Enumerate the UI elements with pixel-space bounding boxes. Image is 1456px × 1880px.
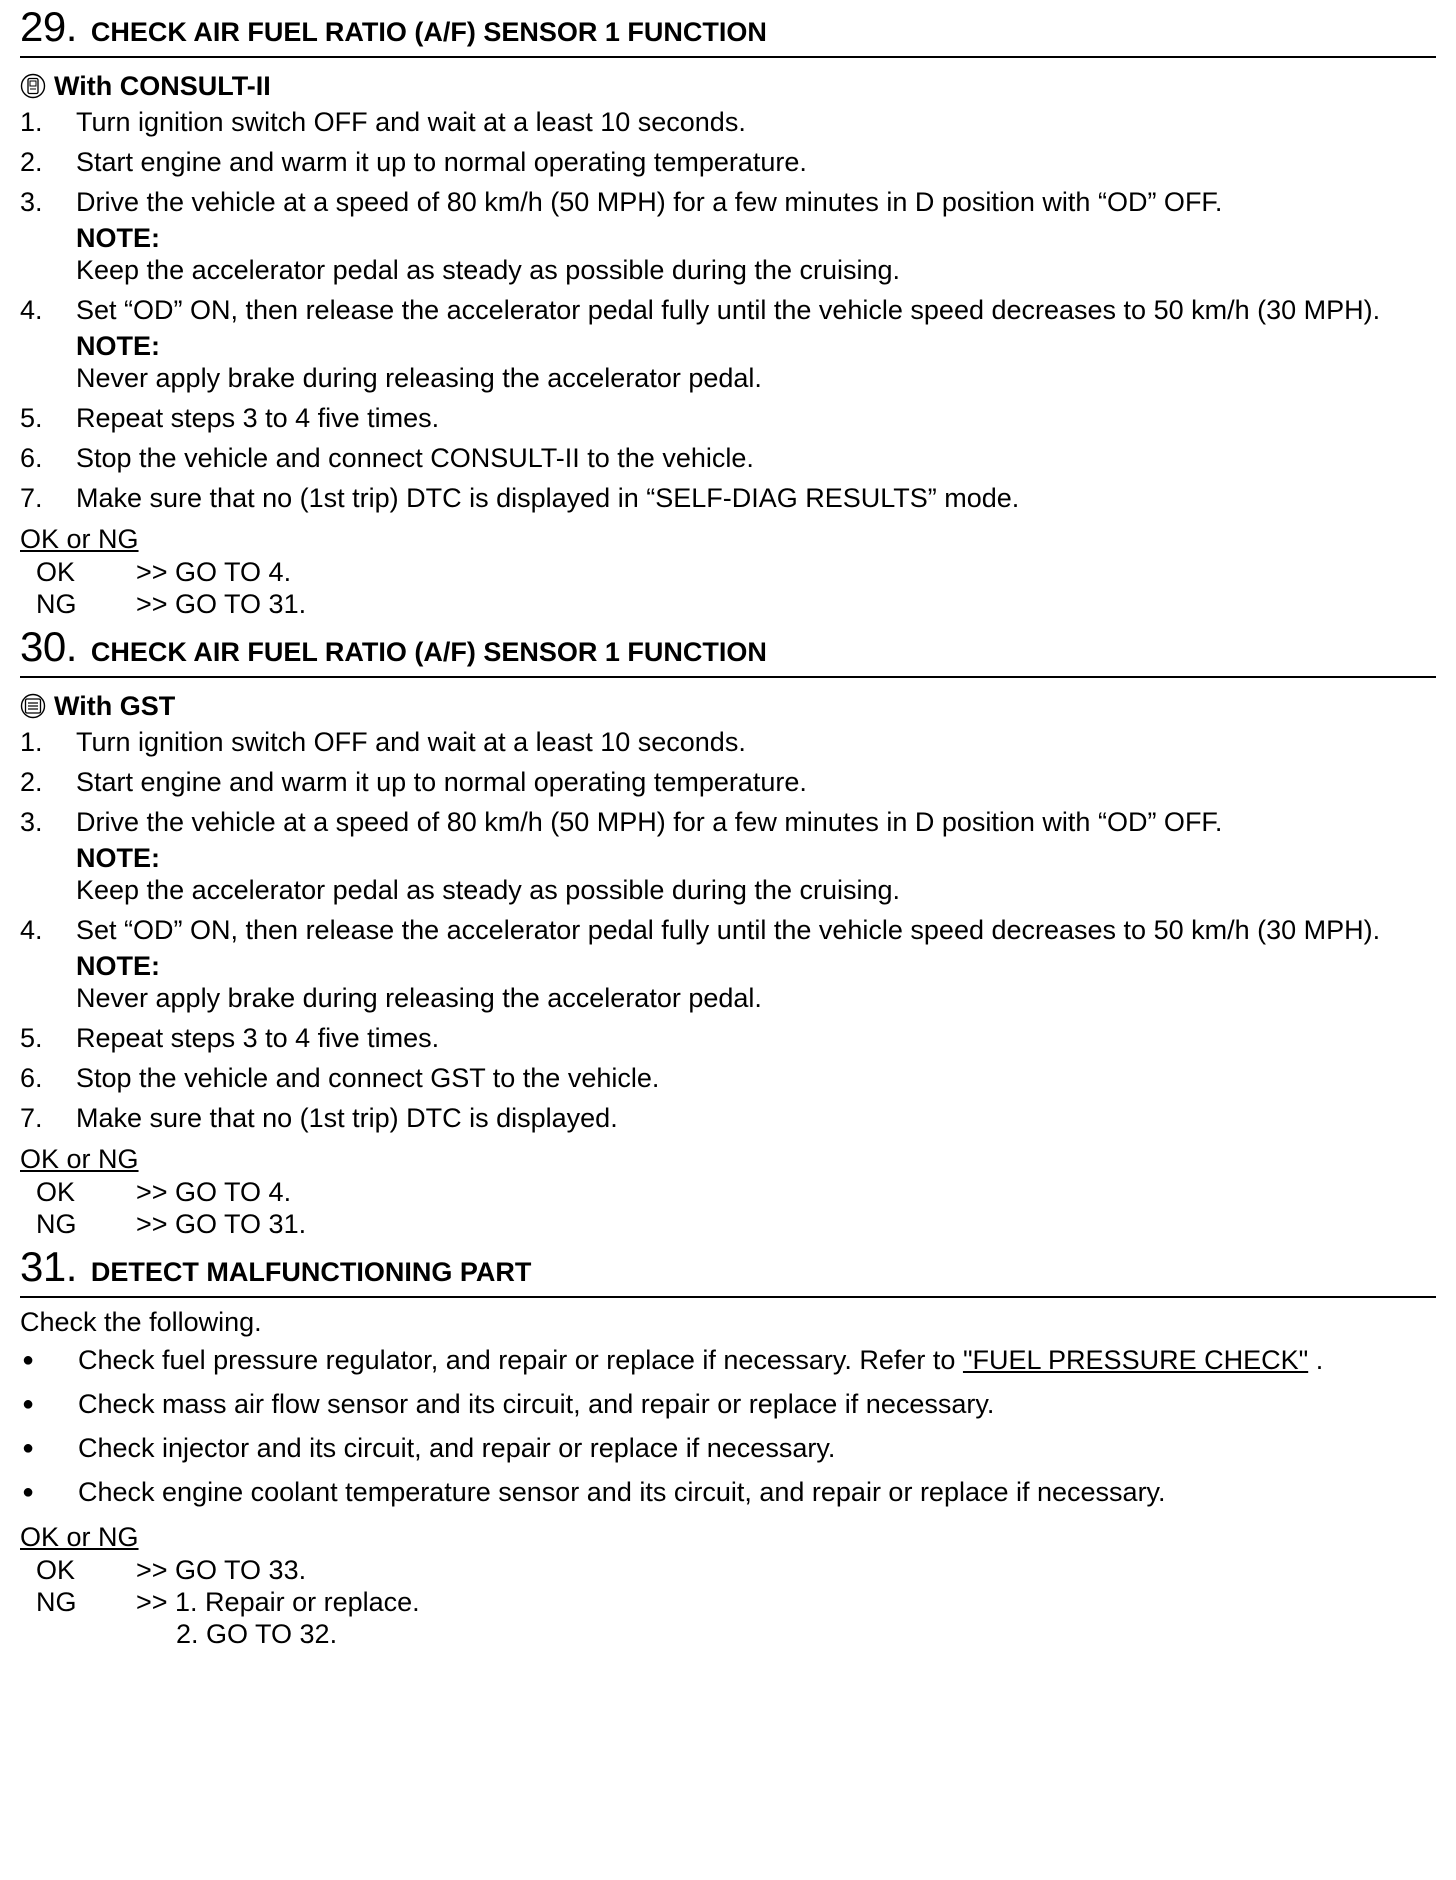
item-text: Set “OD” ON, then release the accelerator pedal fully until the vehicle speed decreases to 50 km/h (30 MPH).	[76, 915, 1381, 945]
item-body	[76, 806, 1436, 906]
item-number: 5.	[20, 1023, 43, 1053]
item-number: 6.	[20, 443, 43, 473]
list-item	[20, 442, 1436, 474]
list-item	[20, 106, 1436, 138]
note-label: NOTE:	[76, 843, 160, 873]
item-number: 1.	[20, 727, 43, 757]
result-ok	[20, 1554, 1436, 1586]
note-text: Never apply brake during releasing the accelerator pedal.	[76, 363, 762, 393]
step-30	[20, 620, 1436, 1240]
intro-text: Check the following.	[20, 1307, 262, 1337]
list-item	[20, 1388, 1436, 1420]
result-ng-sub	[20, 1618, 1436, 1650]
result-action: 2. GO TO 32.	[176, 1619, 338, 1649]
result-key: OK	[36, 1555, 76, 1585]
item-number: 6.	[20, 1063, 43, 1093]
bullet-icon: ●	[22, 1393, 35, 1415]
list-item	[20, 1476, 1436, 1508]
result-ok	[20, 1176, 1436, 1208]
step-29	[20, 0, 1436, 620]
step-header	[20, 620, 1436, 678]
item-text: Check engine coolant temperature sensor and its circuit, and repair or replace if necessary.	[78, 1477, 1166, 1507]
bullet-icon: ●	[22, 1481, 35, 1503]
item-number: 3.	[20, 807, 43, 837]
item-text: Check fuel pressure regulator, and repair or replace if necessary. Refer to	[78, 1345, 963, 1375]
item-number: 1.	[20, 107, 43, 137]
item-number: 4.	[20, 295, 43, 325]
item-tail: .	[1308, 1345, 1324, 1375]
note-label: NOTE:	[76, 223, 160, 253]
step-title: CHECK AIR FUEL RATIO (A/F) SENSOR 1 FUNCTION	[90, 637, 767, 667]
item-text: Start engine and warm it up to normal operating temperature.	[76, 767, 807, 797]
result-key: NG	[36, 1587, 77, 1617]
item-body	[78, 1344, 1436, 1376]
with-consult-heading	[20, 66, 1436, 106]
item-text: Stop the vehicle and connect CONSULT-II to the vehicle.	[76, 443, 754, 473]
list-item	[20, 402, 1436, 434]
result-key: NG	[36, 589, 77, 619]
result-ng	[20, 1586, 1436, 1618]
item-body	[76, 914, 1436, 1014]
list-item	[20, 914, 1436, 1014]
consult-tool-icon	[20, 73, 46, 99]
item-text: Repeat steps 3 to 4 five times.	[76, 403, 440, 433]
item-text: Make sure that no (1st trip) DTC is displayed.	[76, 1103, 618, 1133]
page	[20, 0, 1436, 1650]
item-text: Turn ignition switch OFF and wait at a least 10 seconds.	[76, 727, 746, 757]
result-action: >> GO TO 31.	[136, 1209, 307, 1239]
ok-or-ng-label: OK or NG	[20, 524, 139, 554]
ok-or-ng-label: OK or NG	[20, 1522, 139, 1552]
gst-tool-icon	[20, 693, 46, 719]
result-key: OK	[36, 1177, 76, 1207]
list-item	[20, 186, 1436, 286]
list-item	[20, 482, 1436, 514]
step-title: CHECK AIR FUEL RATIO (A/F) SENSOR 1 FUNCTION	[90, 17, 767, 47]
step-number: 31.	[20, 1243, 77, 1290]
item-body	[76, 186, 1436, 286]
bullet-icon: ●	[22, 1349, 35, 1371]
check-list	[20, 1344, 1436, 1508]
result-key: OK	[36, 557, 76, 587]
item-text: Set “OD” ON, then release the accelerator pedal fully until the vehicle speed decreases to 50 km/h (30 MPH).	[76, 295, 1381, 325]
item-number: 2.	[20, 147, 43, 177]
item-text: Stop the vehicle and connect GST to the vehicle.	[76, 1063, 660, 1093]
result-key: NG	[36, 1209, 77, 1239]
list-item	[20, 726, 1436, 758]
item-number: 2.	[20, 767, 43, 797]
item-body	[76, 294, 1436, 394]
item-number: 5.	[20, 403, 43, 433]
bullet-icon: ●	[22, 1437, 35, 1459]
result-action: >> GO TO 4.	[136, 1177, 292, 1207]
list-item	[20, 1344, 1436, 1376]
list-item	[20, 1062, 1436, 1094]
ok-or-ng-label: OK or NG	[20, 1144, 139, 1174]
item-text: Turn ignition switch OFF and wait at a least 10 seconds.	[76, 107, 746, 137]
item-text: Repeat steps 3 to 4 five times.	[76, 1023, 440, 1053]
result-action: >> GO TO 4.	[136, 557, 292, 587]
list-item	[20, 1432, 1436, 1464]
result-action: >> GO TO 31.	[136, 589, 307, 619]
item-text: Drive the vehicle at a speed of 80 km/h (50 MPH) for a few minutes in D position with “OD” OFF.	[76, 187, 1223, 217]
item-number: 3.	[20, 187, 43, 217]
list-item	[20, 766, 1436, 798]
item-number: 7.	[20, 1103, 43, 1133]
step-number: 29.	[20, 3, 77, 50]
item-text: Start engine and warm it up to normal operating temperature.	[76, 147, 807, 177]
step-header	[20, 0, 1436, 58]
list-item	[20, 146, 1436, 178]
result-ng	[20, 1208, 1436, 1240]
result-action: >> GO TO 33.	[136, 1555, 307, 1585]
list-item	[20, 806, 1436, 906]
note-text: Never apply brake during releasing the accelerator pedal.	[76, 983, 762, 1013]
procedure-list	[20, 726, 1436, 1134]
list-item	[20, 1102, 1436, 1134]
step-header	[20, 1240, 1436, 1298]
note-text: Keep the accelerator pedal as steady as possible during the cruising.	[76, 875, 901, 905]
step-number: 30.	[20, 623, 77, 670]
with-label: With CONSULT-II	[54, 70, 271, 101]
item-text: Drive the vehicle at a speed of 80 km/h (50 MPH) for a few minutes in D position with “OD” OFF.	[76, 807, 1223, 837]
list-item	[20, 1022, 1436, 1054]
item-number: 7.	[20, 483, 43, 513]
note-text: Keep the accelerator pedal as steady as possible during the cruising.	[76, 255, 901, 285]
result-key-spacer	[36, 1618, 136, 1650]
item-text: Check injector and its circuit, and repair or replace if necessary.	[78, 1433, 836, 1463]
item-text: Make sure that no (1st trip) DTC is displayed in “SELF-DIAG RESULTS” mode.	[76, 483, 1020, 513]
with-label: With GST	[54, 690, 176, 721]
step-31	[20, 1240, 1436, 1650]
item-number: 4.	[20, 915, 43, 945]
note-label: NOTE:	[76, 331, 160, 361]
result-action: >> 1. Repair or replace.	[136, 1587, 420, 1617]
result-ng	[20, 588, 1436, 620]
with-gst-heading	[20, 686, 1436, 726]
procedure-list	[20, 106, 1436, 514]
item-text: Check mass air flow sensor and its circuit, and repair or replace if necessary.	[78, 1389, 995, 1419]
list-item	[20, 294, 1436, 394]
result-ok	[20, 556, 1436, 588]
fuel-pressure-check-link[interactable]: "FUEL PRESSURE CHECK"	[962, 1345, 1309, 1375]
note-label: NOTE:	[76, 951, 160, 981]
step-title: DETECT MALFUNCTIONING PART	[90, 1257, 532, 1287]
